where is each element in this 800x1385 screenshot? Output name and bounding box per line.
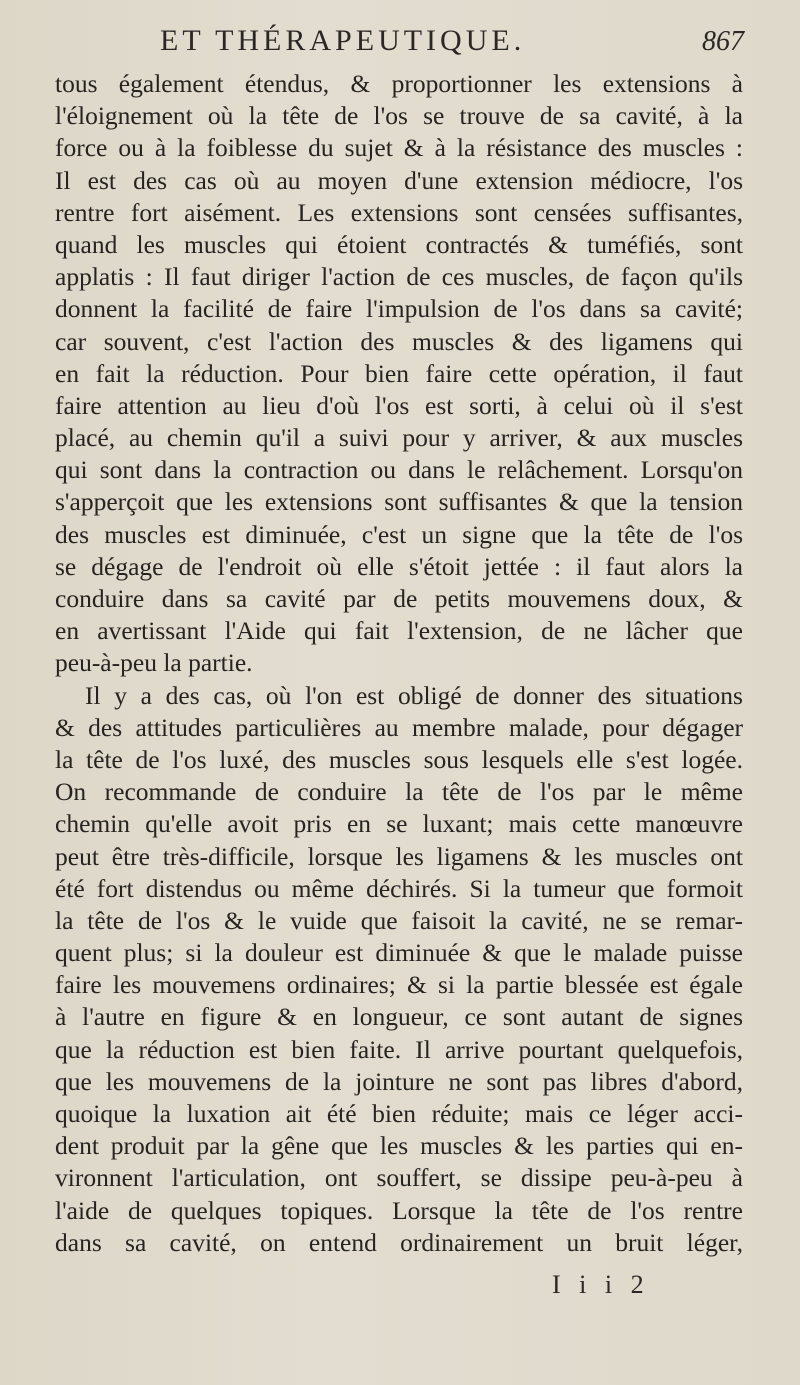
text-line: chemin qu'elle avoit pris en se luxant; mais cette manœuvre [55,809,743,839]
text-line: faire les mouvemens ordinaires; & si la partie blessée est égale [55,970,743,1000]
text-line: quent plus; si la douleur est diminuée & que le malade puisse [55,938,743,968]
text-line: été fort distendus ou même déchirés. Si la tumeur que formoit [55,873,743,903]
signature-mark: I i i 2 [552,1270,650,1299]
text-line: & des attitudes particulières au membre malade, pour dégager [55,712,743,742]
text-line: s'apperçoit que les extensions sont suffisantes & que la tension [55,487,743,517]
running-head: ET THÉRAPEUTIQUE. [160,24,526,57]
text-line: la tête de l'os & le vuide que faisoit la cavité, ne se remar- [55,905,743,935]
text-line: à l'autre en figure & en longueur, ce sont autant de signes [55,1002,743,1032]
text-line: l'éloignement où la tête de l'os se trouve de sa cavité, à la [55,101,743,131]
text-line: que les mouvemens de la jointure ne sont pas libres d'abord, [55,1066,743,1096]
text-line: en fait la réduction. Pour bien faire cette opération, il faut [55,358,743,388]
text-line: donnent la facilité de faire l'impulsion de l'os dans sa cavité; [55,294,743,324]
text-line: quoique la luxation ait été bien réduite; mais ce léger acci- [55,1099,743,1128]
text-line: que la réduction est bien faite. Il arrive pourtant quelquefois, [55,1034,743,1064]
paragraph-end-line: peu-à-peu la partie. [55,648,253,678]
page-header [0,22,800,62]
text-line: des muscles est diminuée, c'est un signe que la tête de l'os [55,519,743,549]
paragraph-start-line: Il y a des cas, où l'on est obligé de donner des situations [85,680,743,710]
text-line: la tête de l'os luxé, des muscles sous lesquels elle s'est logée. [55,744,743,774]
text-line: dent produit par la gêne que les muscles & les parties qui en- [55,1131,743,1161]
text-line: applatis : Il faut diriger l'action de ces muscles, de façon qu'ils [55,262,743,292]
text-line: qui sont dans la contraction ou dans le relâchement. Lorsqu'on [55,455,743,485]
text-line: l'aide de quelques topiques. Lorsque la tête de l'os rentre [55,1195,743,1225]
text-line: se dégage de l'endroit où elle s'étoit jettée : il faut alors la [55,551,743,581]
text-line: force ou à la foiblesse du sujet & à la résistance des muscles : [55,133,743,163]
text-line: Il est des cas où au moyen d'une extension médiocre, l'os [55,165,743,195]
page-number: 867 [702,26,744,57]
text-line: faire attention au lieu d'où l'os est sorti, à celui où il s'est [55,390,743,420]
text-line: tous également étendus, & proportionner les extensions à [55,69,743,98]
text-line: dans sa cavité, on entend ordinairement un bruit léger, [55,1227,743,1257]
text-line: en avertissant l'Aide qui fait l'extension, de ne lâcher que [55,616,743,646]
text-line: On recommande de conduire la tête de l'os par le même [55,777,743,807]
text-line: conduire dans sa cavité par de petits mouvemens doux, & [55,584,743,613]
text-line: rentre fort aisément. Les extensions sont censées suffisantes, [55,197,743,227]
text-line: car souvent, c'est l'action des muscles & des ligamens qui [55,326,743,356]
text-line: quand les muscles qui étoient contractés & tuméfiés, sont [55,229,743,259]
text-line: placé, au chemin qu'il a suivi pour y arriver, & aux muscles [55,423,743,453]
body-text [55,68,743,1259]
text-line: vironnent l'articulation, ont souffert, se dissipe peu-à-peu à [55,1163,743,1193]
text-line: peut être très-difficile, lorsque les ligamens & les muscles ont [55,841,743,871]
